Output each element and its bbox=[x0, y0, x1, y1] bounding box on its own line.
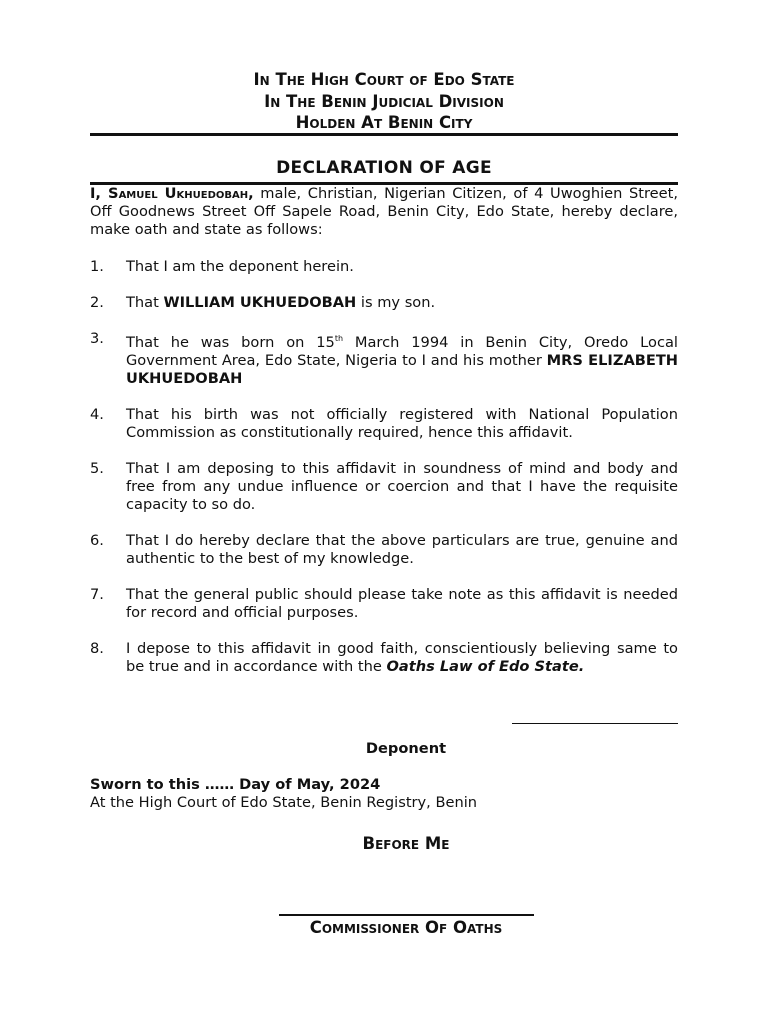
item-number: 4. bbox=[90, 405, 104, 423]
sworn-location-line: At the High Court of Edo State, Benin Registry, Benin bbox=[90, 794, 477, 811]
commissioner-label: Commissioner Of Oaths bbox=[309, 918, 503, 937]
list-item bbox=[90, 640, 678, 676]
list-item bbox=[90, 532, 678, 568]
deponent-name: I, Samuel Ukhuedobah, bbox=[90, 185, 254, 202]
item-text: That I am the deponent herein. bbox=[126, 258, 354, 275]
item-text: is my son. bbox=[356, 294, 436, 311]
before-me-label: Before Me bbox=[362, 834, 450, 853]
item-number: 8. bbox=[90, 639, 104, 657]
item-number: 7. bbox=[90, 585, 104, 603]
court-header-line-1: In The High Court of Edo State bbox=[253, 70, 515, 89]
list-item bbox=[90, 294, 678, 312]
item-text: March 1994 in Benin City, Oredo Local Government Area, Edo State, Nigeria to I and his mother bbox=[126, 333, 678, 369]
item-number: 1. bbox=[90, 258, 104, 275]
header-divider bbox=[90, 133, 678, 136]
son-name: WILLIAM UKHUEDOBAH bbox=[163, 294, 357, 311]
item-number: 3. bbox=[90, 330, 104, 347]
intro-paragraph bbox=[90, 185, 678, 239]
item-text: I depose to this affidavit in good faith, conscientiously believing same to be true and in accordance with the bbox=[126, 639, 678, 675]
mother-name: MRS ELIZABETH UKHUEDOBAH bbox=[126, 351, 678, 387]
deponent-signature-line bbox=[512, 719, 678, 724]
declaration-list bbox=[90, 258, 678, 694]
item-number: 5. bbox=[90, 459, 104, 477]
list-item bbox=[90, 258, 678, 276]
deponent-label: Deponent bbox=[365, 740, 447, 757]
list-item bbox=[90, 406, 678, 442]
sworn-date-line: Sworn to this …… Day of May, 2024 bbox=[90, 776, 381, 793]
item-text: That bbox=[126, 294, 164, 311]
court-header-line-2: In The Benin Judicial Division bbox=[264, 91, 504, 111]
item-number: 2. bbox=[90, 294, 104, 311]
list-item bbox=[90, 330, 678, 388]
item-number: 6. bbox=[90, 531, 104, 549]
item-text: That I do hereby declare that the above particulars are true, genuine and authentic to the best of my knowledge. bbox=[126, 531, 678, 567]
court-header-line-3: Holden At Benin City bbox=[295, 113, 473, 132]
court-header bbox=[90, 69, 678, 134]
list-item bbox=[90, 586, 678, 622]
list-item bbox=[90, 460, 678, 514]
commissioner-signature-line bbox=[279, 912, 534, 916]
intro-text: male, Christian, Nigerian Citizen, of 4 Uwoghien Street, Off Goodnews Street Off Sapele Road, Benin City, Edo State, hereby declare, make oath and state as follows: bbox=[90, 185, 678, 238]
sworn-block bbox=[90, 776, 678, 812]
ordinal-suffix: th bbox=[334, 334, 344, 343]
item-text: That he was born on 15 bbox=[126, 333, 335, 351]
document-title: DECLARATION OF AGE bbox=[276, 158, 492, 178]
item-text: That his birth was not officially registered with National Population Commission as constitutionally required, hence this affidavit. bbox=[126, 405, 678, 441]
item-text: That I am deposing to this affidavit in soundness of mind and body and free from any undue influence or coercion and that I have the requisite capacity to so do. bbox=[126, 459, 678, 513]
item-text: That the general public should please take note as this affidavit is needed for record and official purposes. bbox=[126, 585, 678, 621]
oaths-law-reference: Oaths Law of Edo State. bbox=[386, 657, 585, 675]
